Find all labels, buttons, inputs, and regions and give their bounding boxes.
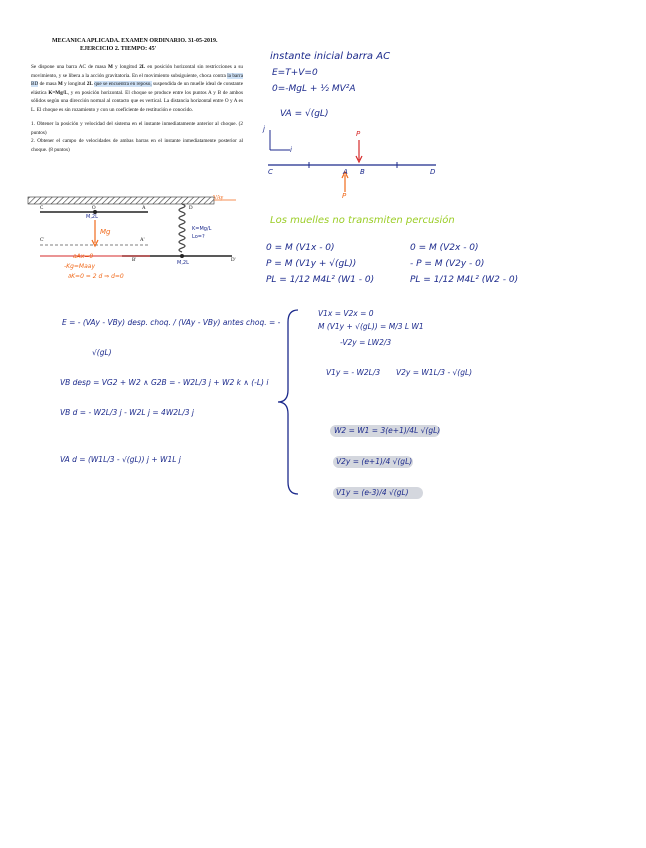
sys-eq-5: V2y = W1L/3 - √(gL): [396, 368, 473, 377]
question-1: 1. Obtener la posición y velocidad del sistema en el instante inmediatamente anterior al choque. (2 puntos): [31, 121, 243, 136]
label-spring-l0: Lo=?: [192, 234, 205, 240]
label-c: C: [40, 206, 44, 211]
notes-title: instante inicial barra AC: [270, 51, 391, 62]
restitution-den: √(gL): [92, 348, 112, 357]
eq-right-3: PL = 1/12 M4L² (W2 - 0): [410, 275, 519, 285]
diag-a: A: [343, 168, 348, 176]
exam-subtitle: EJERCICIO 2. TIEMPO: 45': [80, 46, 157, 52]
notes-energy-2: 0=-MgL + ½ MV²A: [272, 84, 356, 94]
vb-after-2: VB d = - W2L/3 j - W2L j = 4W2L/3 j: [60, 408, 194, 417]
label-mass-ac: M,2L: [86, 214, 98, 220]
label-c-prime: C': [40, 238, 45, 243]
label-mass-bd: M,2L: [177, 260, 189, 266]
va-after: VA d = (W1L/3 - √(gL)) j + W1L j: [60, 455, 181, 464]
diag-b: B: [360, 168, 365, 176]
label-eq2: ∂K=0 = 2 d ⇒ d=0: [68, 273, 124, 280]
label-mg: Mg: [100, 228, 111, 236]
label-spring-k: K=Mg/L: [192, 226, 212, 232]
highlight-bar-bd: la barra BD: [31, 72, 243, 87]
label-eq1: -Kg=Maay: [64, 263, 96, 270]
label-vay: VAy: [213, 195, 224, 201]
question-2: 2. Obtener el campo de velocidades de ambas barras en el instante inmediatamente posterior al choque. (8 puntos): [31, 138, 243, 153]
sys-eq-2: M (V1y + √(gL)) = M/3 L W1: [318, 322, 424, 331]
green-note: Los muelles no transmiten percusión: [270, 215, 455, 226]
result-v1y: V1y = (e-3)/4 √(gL): [336, 488, 409, 497]
notes-energy-1: E=T+V=0: [272, 68, 318, 78]
diag-d: D: [430, 168, 436, 176]
restitution-eq: E = - (VAy - VBy) desp. choq. / (VAy - VBy) antes choq. = -: [62, 318, 281, 327]
sys-eq-1: V1x = V2x = 0: [318, 309, 374, 318]
diag-c: C: [268, 168, 273, 176]
label-acc: aAx=0: [73, 253, 94, 260]
result-v2y: V2y = (e+1)/4 √(gL): [336, 457, 413, 466]
eq-left-2: P = M (V1y + √(gL)): [266, 259, 357, 269]
vb-after-1: VB desp = VG2 + W2 ∧ G2B = - W2L/3 j + W2 k ∧ (-L) i: [60, 378, 269, 387]
label-o: O: [92, 206, 96, 211]
exam-title: MECANICA APLICADA. EXAMEN ORDINARIO. 31-05-2019.: [52, 38, 218, 44]
label-a-prime: A': [140, 238, 145, 243]
notes-va: VA = √(gL): [280, 109, 329, 119]
diag-i: i: [290, 146, 292, 154]
highlight-reposo: que se encuentra en reposo,: [94, 81, 152, 87]
diag-j: j: [263, 125, 265, 133]
eq-right-1: 0 = M (V2x - 0): [410, 243, 479, 253]
eq-left-1: 0 = M (V1x - 0): [266, 243, 335, 253]
label-a: A: [142, 206, 146, 211]
sys-eq-3: -V2y = LW2/3: [340, 338, 392, 347]
label-d: D: [189, 206, 193, 211]
statement-paragraph: Se dispone una barra AC de masa M y longitud 2L en posición horizontal sin restricciones a su movimiento, y se libera a la acción gravitatoria. En el movimiento subsiguiente, choca contra la barra BD de masa M y longitud 2L que se encuentra en reposo, suspendida de un muelle ideal de constante elástica K=Mg/L, y en posición horizontal. El choque se produce entre los puntos A y B de ambos sólidos según una dirección normal al contacto que es vertical. La distancia horizontal entre O y A es L. El choque es sin rozamiento y con un coeficiente de restitución e conocido.: [31, 64, 244, 113]
sys-eq-4: V1y = - W2L/3: [326, 368, 381, 377]
result-omega: W2 = W1 = 3(e+1)/4L √(gL): [334, 426, 441, 435]
label-d-prime: D': [231, 258, 236, 263]
eq-right-2: - P = M (V2y - 0): [410, 259, 485, 269]
diag-p-top: P: [356, 130, 361, 138]
label-b-prime: B': [132, 258, 137, 263]
diag-p-bottom: P: [342, 192, 347, 200]
eq-left-3: PL = 1/12 M4L² (W1 - 0): [266, 275, 375, 285]
